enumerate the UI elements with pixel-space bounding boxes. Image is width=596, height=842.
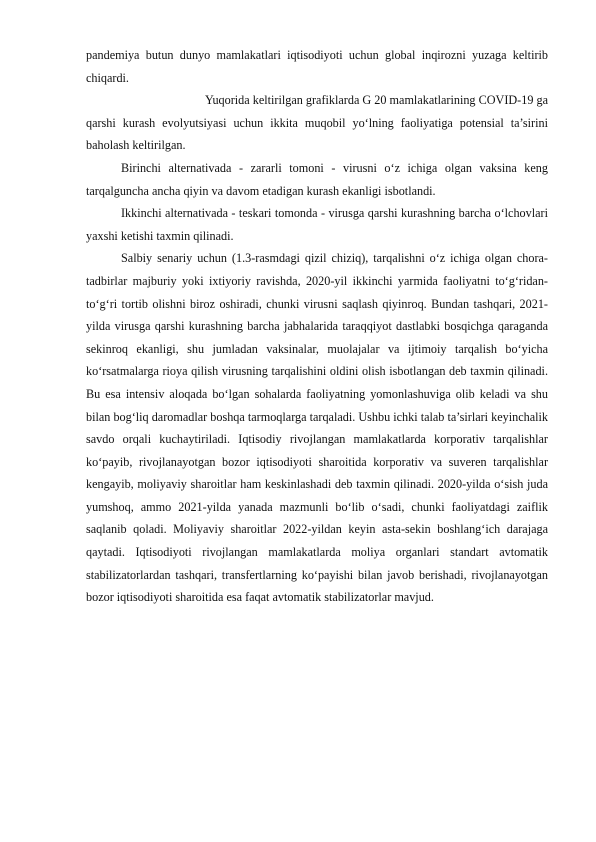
paragraph-negative-scenario: Salbiy senariy uchun (1.3-rasmdagi qizil chiziq), tarqalishni o‘z ichiga olgan chora-tadbirlar majburiy yoki ixtiyoriy ravishda, 2020-yil ikkinchi yarmida faoliyatni to‘g‘ridan-to‘g‘ri tortib olishni biroz oshiradi, chunki virusni saqlash qiyinroq. Bundan tashqari, 2021-yilda virusga qarshi kurashning barcha jabhalarida taraqqiyot dastlabki bosqichga qaraganda sekinroq ekanligi, shu jumladan vaksinalar, muolajalar va ijtimoiy tarqalish bo‘yicha ko‘rsatmalarga rioya qilish virusning tarqalishini oldini olish isbotlangan deb taxmin qilinadi. Bu esa intensiv aloqada bo‘lgan sohalarda faoliyatning yomonlashuviga olib keladi va shu bilan bog‘liq daromadlar boshqa tarmoqlarga tarqaladi. Ushbu ichki talab ta’sirlari keyinchalik savdo orqali kuchaytiriladi. Iqtisodiy rivojlangan mamlakatlarda korporativ tarqalishlar ko‘payib, rivojlanayotgan bozor iqtisodiyoti sharoitida korporativ va suveren tarqalishlar kengayib, moliyaviy sharoitlar ham keskinlashadi deb taxmin qilinadi. 2020-yilda o‘sish juda yumshoq, ammo 2021-yilda yanada mazmunli bo‘lib o‘sadi, chunki faoliyatdagi zaiflik saqlanib qoladi. Moliyaviy sharoitlar 2022-yildan keyin asta-sekin boshlang‘ich darajaga qaytadi. Iqtisodiyoti rivojlangan mamlakatlarda moliya organlari standart avtomatik stabilizatorlardan tashqari, transfertlarning ko‘payishi bilan javob berishadi, rivojlanayotgan bozor iqtisodiyoti sharoitida esa faqat avtomatik stabilizatorlar mavjud.	[86, 251, 548, 605]
paragraph-continuation: pandemiya butun dunyo mamlakatlari iqtisodiyoti uchun global inqirozni yuzaga keltirib chiqardi.	[86, 48, 548, 85]
paragraph-first-alternative: Birinchi alternativada - zararli tomoni - virusni o‘z ichiga olgan vaksina keng tarqalguncha ancha qiyin va davom etadigan kurash ekanligi isbotlandi.	[86, 160, 548, 198]
body-text	[86, 44, 548, 609]
paragraph-second-alternative: Ikkinchi alternativada - teskari tomonda - virusga qarshi kurashning barcha o‘lchovlari yaxshi ketishi taxmin qilinadi.	[86, 206, 548, 243]
paragraph-graphs-summary: Yuqorida keltirilgan grafiklarda G 20 mamlakatlarining COVID-19 ga qarshi kurash evolyutsiyasi uchun ikkita muqobil yo‘lning faoliyatiga potensial ta’sirini baholash keltirilgan.	[86, 93, 548, 153]
